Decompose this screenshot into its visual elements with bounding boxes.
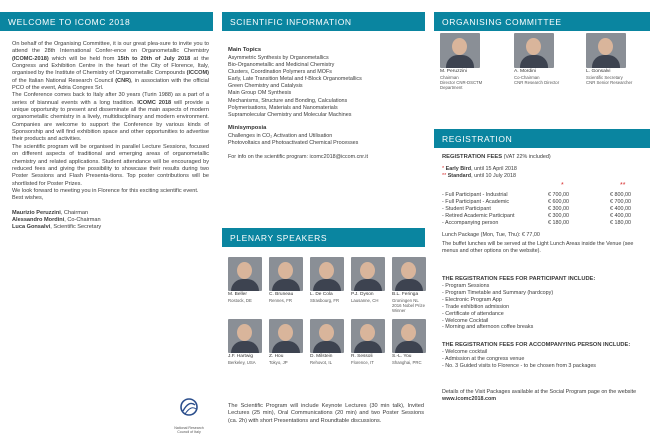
logo-caption-2: Council of Italy [177,430,201,435]
text: Maurizio Peruzzini [12,209,61,216]
welcome-paragraph-3: The scientific program will be organised in parallel Lecture Sessions, focused on different aspects of traditional and emerging areas of organometallic chemistry and related applications. Student attendance will be encouraged by reduced fees and giving the possibility to showcase their results during two Poster Sessions and Flash Presenta-tions. Top poster contributions will be shortlisted for Poster Prizes. [12,143,209,187]
speaker-card [228,319,268,365]
early-star: * [442,166,445,172]
lunch-info [442,232,642,255]
cnr-logo-icon [178,397,200,421]
speaker-photo [351,319,385,353]
fees-table [442,192,642,226]
topic-item: Clusters, Coordination Polymers and MOFs [228,69,332,76]
accompanying-include-item: - Admission at the congress venue [442,355,525,362]
member-affiliation: Director CNR-DSCTM Department [440,79,483,90]
speaker-place: Rehovot, IL [310,359,332,365]
signature-chairman [12,210,209,217]
topic-item: Early, Late Transition Metal and f-Block Organometallics [228,76,362,83]
speaker-place: Tokyo, JP [269,359,288,365]
speaker-photo [351,257,385,291]
speaker-place: Strasbourg, FR [310,297,340,303]
speaker-card [310,319,350,365]
member-name: L. Gonsalvi [586,69,611,74]
text: On behalf of the Organising Committee, it is our great plea-sure to invite you to attend the 28th International Confer-ence on Organometallic Chemistry [12,41,209,55]
speaker-photo [228,257,262,291]
speaker-photo [392,319,426,353]
registration-section [434,129,650,402]
participant-include-item: - Program Sessions [442,283,490,289]
member-photo [586,33,626,68]
speaker-card [228,257,268,303]
welcome-heading: WELCOME TO ICOMC 2018 [0,12,213,31]
accompanying-includes [442,342,642,370]
speaker-card [269,319,309,365]
early-bird-line [442,166,642,172]
fees-vat: (VAT 22% included) [502,154,551,160]
scientific-info-text: For info on the scientific program: icomc2018@iccom.cnr.it [228,154,368,161]
topic-item: Main Group OM Synthesis [228,90,292,97]
text: which will be held from [48,55,118,62]
fee-early: € 700,00 [548,192,569,198]
member-role: Scientific Secretary [586,74,623,80]
accompanying-include-item: - No. 3 Guided visits to Florence - to be chosen from 3 packages [442,362,597,369]
speaker-name: P.J. Dyson [351,292,374,297]
text: , in association with the official PCO of the event, Adria Congrex Srl. [12,77,209,92]
speaker-place: Rennes, FR [269,297,292,303]
speaker-award: 2016 Nobel Prize Winner [392,302,425,313]
fee-early: € 300,00 [548,212,569,219]
member-photo [440,33,480,68]
minisymposia-heading: Minisymposia [228,124,267,131]
fee-standard: € 800,00 [610,192,631,198]
logo-caption-1: National Research [174,426,204,430]
welcome-paragraph-2 [12,92,209,143]
standard-line [442,173,642,179]
standard-label: Standard [447,173,472,179]
member-role: Co-Chairman [514,74,540,80]
member-role: Chairman [440,74,459,80]
speaker-place: Rostock, DE [228,297,252,303]
committee-member [586,33,646,85]
standard-star: ** [442,173,447,179]
welcome-paragraph-5: Best wishes, [12,195,44,202]
topic-item: Green Chemistry and Catalysis [228,83,303,90]
speaker-card [310,257,350,303]
member-affiliation: CNR Research Director [514,79,560,85]
fee-row [442,213,642,220]
speaker-name: B.L. Feringa [392,292,419,297]
cnr-logo [165,397,213,435]
speaker-place: Berkeley, USA [228,359,256,365]
speaker-name: J.F. Hartwig [228,354,254,359]
signature-secretary [12,224,209,231]
topic-item: Bio-Organometallic and Medicinal Chemistry [228,62,335,69]
committee-member [514,33,566,85]
text: will provide a unique opportunity to present and disseminate all the main aspects of modern organometallic chemistry in a lively, multidisciplinary and modern environment. Companies are welcome to support the Conference by various kinds of Sponsorship and will find exhibition space and other opportunities to advertise their products and activities. [12,99,209,143]
welcome-paragraph-1 [12,41,209,92]
registration-heading: REGISTRATION [434,129,650,148]
member-name: M. Peruzzini [440,69,467,74]
organising-heading: ORGANISING COMMITTEE [434,12,650,31]
fee-standard: € 400,00 [610,212,631,219]
member-name: A. Mordini [514,69,537,74]
text: , Co-Chairman [64,216,101,223]
participant-include-item: - Trade exhibition admission [442,303,510,310]
speaker-card [351,319,391,365]
member-affiliation: CNR Senior Researcher [586,79,633,85]
speaker-photo [269,257,303,291]
welcome-paragraph-4: We look forward to meeting you in Florence for this exciting scientific event. [12,187,199,194]
topic-item: Supramolecular Chemistry and Molecular Machines [228,111,352,118]
speaker-name: R. Sessoli [351,354,373,359]
text: Luca Gonsalvi [12,224,51,231]
fee-standard: € 700,00 [610,198,631,205]
visit-details [442,389,642,403]
fee-label: - Student Participant [442,205,491,212]
fees-heading: REGISTRATION FEES [442,154,503,160]
text: Details of the Visit Packages available at the Social Program page on the website [442,389,637,395]
speaker-photo [310,319,344,353]
fee-early: € 600,00 [548,198,569,205]
speaker-photo [310,257,344,291]
program-description: The Scientific Program will include Keynote Lectures (30 min talk), Invited Lectures (25 min), Oral Communications (20 min) and two Poster Sessions (ca. 2h) with short Presentations and Roundtable discussions. [228,403,424,424]
text: , Scientific Secretary [50,224,102,231]
speaker-card [392,257,426,313]
visit-details-text [442,389,642,403]
text: 15th to 20th of July 2018 [117,55,191,62]
topics-heading: Main Topics [228,47,262,53]
signature-co-chairman [12,217,209,224]
minisymposium-item: Photovoltaics and Photoactivated Chemical Processes [228,139,359,146]
participant-includes-heading: THE REGISTRATION FEES FOR PARTICIPANT INCLUDE: [442,276,596,282]
topic-item: Polymerisations, Materials and Nanomaterials [228,104,338,111]
fee-label: - Full Participant - Industrial [442,192,508,198]
speaker-place: Lausanne, CH [351,297,379,303]
text: Alessandro Mordini [12,216,65,223]
speaker-card [269,257,309,303]
accompanying-include-item: - Welcome cocktail [442,349,488,355]
speaker-place: Florence, IT [351,359,374,365]
minisymposium-item: Challenges in CO₂ Activation and Utilisation [228,132,333,139]
scientific-heading: SCIENTIFIC INFORMATION [222,12,425,31]
scientific-column [222,0,425,445]
plenary-heading: PLENARY SPEAKERS [222,228,425,247]
speaker-place: Shanghai, PRC [392,359,422,365]
fee-label: - Retired Academic Participant [442,212,515,219]
participant-include-item: - Electronic Program App [442,296,502,303]
participant-include-item: - Certificate of attendance [442,310,504,317]
participant-includes [442,276,642,331]
speaker-name: S.-L. You [392,354,412,359]
standard-deadline: , until 10 July 2018 [471,173,517,179]
fee-row [442,206,642,213]
organising-column [434,0,650,445]
speaker-photo [228,319,262,353]
fee-label: - Full Participant - Academic [442,198,510,205]
text: at the Congress and Exhibition Centre in the heart of the City of Florence, Italy, organised by the Institute of Chemistry of Organometallic Compounds [12,55,209,77]
fee-early: € 180,00 [548,219,569,226]
fee-standard: € 180,00 [610,219,631,226]
speaker-place: Groningen NL [392,297,419,303]
early-column-star: * [561,182,564,189]
fee-early: € 300,00 [548,205,569,212]
website-link[interactable]: www.icomc2018.com [442,395,497,402]
topic-item: Asymmetric Synthesis by Organometallics [228,55,329,61]
speaker-card [392,319,426,365]
text: , Chairman [60,209,89,216]
participant-include-item: - Program Timetable and Summary (hardcopy) [442,289,554,296]
member-photo [514,33,554,68]
fee-label: - Accompanying person [442,219,499,226]
standard-column-star: ** [620,182,626,189]
participant-include-item: - Welcome Cocktail [442,317,489,324]
text: ICOMC 2018 [137,99,172,106]
speaker-name: M. Beller [228,292,247,297]
fee-standard: € 400,00 [610,205,631,212]
lunch-note: The buffet lunches will be served at the Light Lunch Areas inside the Venue (see menus and other options on the website). [442,240,634,254]
early-label: Early Bird [445,166,472,172]
text: (CNR) [115,77,132,84]
fees-heading-line [442,154,642,160]
speaker-photo [269,319,303,353]
committee-member [440,33,492,90]
fee-row [442,192,642,199]
speaker-name: D. Milstein [310,354,333,359]
lunch-package: Lunch Package (Mon, Tue, Thu): € 77,00 [442,232,540,238]
text: of the Italian National Research Council [12,77,116,84]
text: (ICCOM) [186,70,209,77]
text: (ICOMC-2018) [12,55,49,62]
participant-include-item: - Morning and afternoon coffee breaks [442,324,534,331]
speaker-name: Z. Hou [269,354,284,359]
plenary-section [222,228,425,365]
speaker-photo [392,257,426,291]
accompanying-includes-heading: THE REGISTRATION FEES FOR ACCOMPANYING PERSON INCLUDE: [442,342,631,348]
fee-row [442,199,642,206]
speaker-card [351,257,391,303]
welcome-body [0,31,213,232]
speaker-name: C. Bruneau [269,292,294,297]
topic-item: Mechanisms, Structure and Bonding, Calculations [228,97,348,104]
fee-row [442,220,642,227]
early-deadline: , until 15 April 2018 [471,166,517,172]
welcome-column [0,0,213,445]
speaker-name: L. De Cola [310,292,333,297]
scientific-body [222,31,425,160]
text: The Conference comes back to Italy after 30 years (Turin 1988) as a part of a series of biannual events with a long tradition. [12,92,209,106]
